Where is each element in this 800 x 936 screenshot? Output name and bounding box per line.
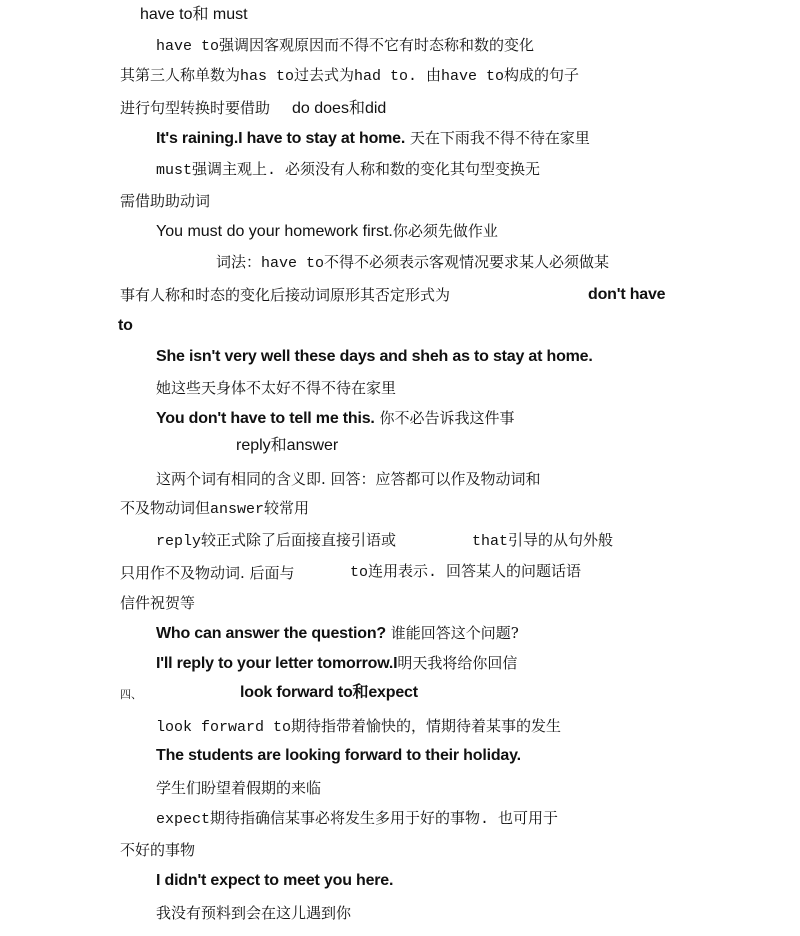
example-english: She isn't very well these days and sheh as to stay at home. <box>156 348 593 365</box>
paragraph-line: 不及物动词但answer较常用 <box>120 501 310 518</box>
paragraph-line: 其第三人称单数为has to过去式为had to. 由have to构成的句子 <box>120 68 580 85</box>
example-sentence <box>156 126 590 150</box>
paragraph-text-bold: don't have <box>588 286 666 303</box>
example-english: The students are looking forward to their holiday. <box>156 747 521 764</box>
paragraph-text: 进行句型转换时要借助 <box>120 99 271 117</box>
paragraph-line: 事有人称和时态的变化后接动词原形其否定形式为 <box>120 286 451 304</box>
example-translation: 她这些天身体不太好不得不待在家里 <box>156 379 397 397</box>
paragraph-line: must强调主观上. 必须没有人称和数的变化其句型变换无 <box>156 162 541 179</box>
example-translation: 明天我将给你回信 <box>397 654 518 672</box>
section-number: 四、 <box>120 688 142 701</box>
example-sentence <box>156 621 519 645</box>
example-sentence <box>156 406 514 430</box>
paragraph-line: to连用表示. 回答某人的问题话语 <box>350 564 582 581</box>
example-translation: 我没有预料到会在这儿遇到你 <box>156 904 352 922</box>
paragraph-text-bold: to <box>118 317 133 334</box>
paragraph-line: expect期待指确信某事必将发生多用于好的事物. 也可用于 <box>156 811 559 828</box>
paragraph-line: 需借助助动词 <box>120 192 211 210</box>
heading-look-forward-expect: look forward to和expect <box>240 684 418 701</box>
example-translation: 天在下雨我不得不待在家里 <box>405 129 590 147</box>
example-sentence <box>156 219 498 243</box>
example-english: I'll reply to your letter tomorrow.I <box>156 655 398 672</box>
example-english: It's raining.I have to stay at home. <box>156 130 406 147</box>
paragraph-line: 只用作不及物动词. 后面与 <box>120 564 295 582</box>
example-translation: 谁能回答这个问题? <box>385 624 519 642</box>
paragraph-line: have to强调因客观原因而不得不它有时态称和数的变化 <box>156 38 535 55</box>
paragraph-line: reply较正式除了后面接直接引语或 <box>156 533 397 550</box>
heading-have-to-must: have to和 must <box>140 6 248 23</box>
example-translation: 学生们盼望着假期的来临 <box>156 779 322 797</box>
paragraph-line: 这两个词有相同的含义即. 回答：应答都可以作及物动词和 <box>156 470 541 488</box>
example-sentence <box>156 651 517 675</box>
example-translation: 你不必告诉我这件事 <box>374 409 515 427</box>
example-english: You must do your homework first. <box>156 223 393 240</box>
example-english: Who can answer the question? <box>156 625 386 642</box>
example-english: You don't have to tell me this. <box>156 410 375 427</box>
paragraph-line: look forward to期待指带着愉快的，情期待着某事的发生 <box>156 719 562 736</box>
paragraph-line: 信件祝贺等 <box>120 594 196 612</box>
paragraph-text: do does和did <box>292 100 387 117</box>
paragraph-line: 不好的事物 <box>120 841 196 859</box>
heading-reply-answer: reply和answer <box>236 437 339 454</box>
paragraph-line: 词法：have to不得不必须表示客观情况要求某人必须做某 <box>216 255 610 272</box>
paragraph-line: that引导的从句外般 <box>472 533 614 550</box>
example-english: I didn't expect to meet you here. <box>156 872 394 889</box>
example-translation: 你必须先做作业 <box>392 222 498 240</box>
paragraph-line <box>120 96 386 120</box>
